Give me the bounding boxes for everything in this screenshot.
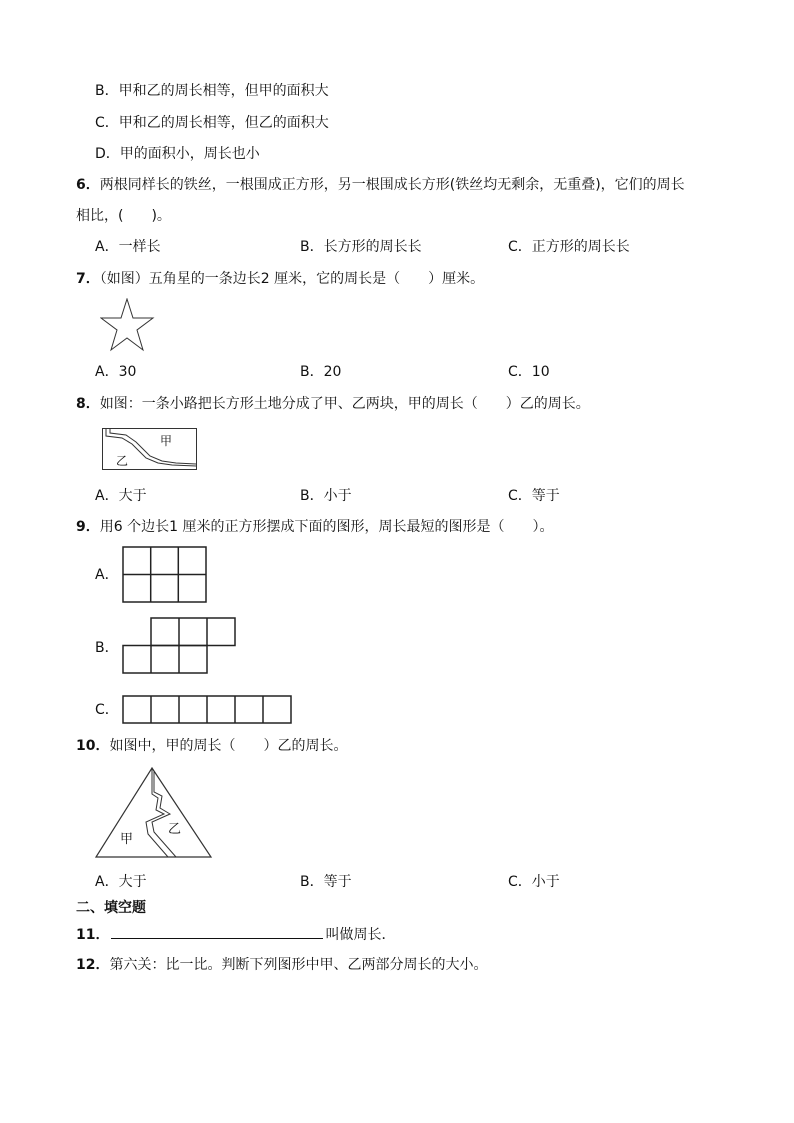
q8-stem: 8．如图：一条小路把长方形土地分成了甲、乙两块，甲的周长（ ）乙的周长。: [76, 396, 590, 412]
figure-label-jia: 甲: [120, 832, 134, 847]
q10-option-a: A．大于: [95, 874, 147, 890]
q6-stem-line2: 相比，( )。: [76, 208, 171, 224]
q6-option-b: B．长方形的周长长: [300, 239, 422, 255]
q7-number: 7．: [76, 271, 100, 287]
q6-option-c: C．正方形的周长长: [508, 239, 630, 255]
q8-option-b: B．小于: [300, 488, 352, 504]
grid-figure-a: [122, 546, 208, 604]
q9-option-a-label: A．: [95, 567, 119, 583]
q12-stem: 12．第六关：比一比。判断下列图形中甲、乙两部分周长的大小。: [76, 957, 488, 973]
q6-number: 6．: [76, 177, 100, 193]
q11-stem: 11． 叫做周长．: [76, 924, 395, 945]
section-title-fill-in: 二、填空题: [76, 900, 146, 916]
q5-option-d: D．甲的面积小，周长也小: [95, 146, 260, 162]
triangle-figure: [94, 766, 214, 860]
q9-option-c-label: C．: [95, 702, 119, 718]
q6-stem-line1: 6．两根同样长的铁丝，一根围成正方形，另一根围成长方形(铁丝均无剩余，无重叠)，它们的周长: [76, 177, 685, 193]
q8-option-c: C．等于: [508, 488, 560, 504]
q8-number: 8．: [76, 396, 100, 412]
grid-figure-b: [122, 617, 238, 675]
figure-label-jia: 甲: [160, 434, 173, 448]
q7-option-b: B．20: [300, 364, 342, 380]
star-figure: [100, 298, 156, 352]
q10-stem: 10．如图中，甲的周长（ ）乙的周长。: [76, 738, 348, 754]
q10-number: 10．: [76, 738, 110, 754]
q8-option-a: A．大于: [95, 488, 147, 504]
q7-option-c: C．10: [508, 364, 550, 380]
figure-label-yi: 乙: [116, 454, 129, 468]
q11-number: 11．: [76, 927, 110, 943]
q9-stem: 9．用6 个边长1 厘米的正方形摆成下面的图形，周长最短的图形是（ ）。: [76, 519, 554, 535]
q5-option-c: C．甲和乙的周长相等，但乙的面积大: [95, 115, 329, 131]
q7-stem: 7．（如图）五角星的一条边长2 厘米，它的周长是（ ）厘米。: [76, 271, 485, 287]
q10-option-b: B．等于: [300, 874, 352, 890]
grid-figure-c: [122, 695, 294, 725]
q6-option-a: A．一样长: [95, 239, 161, 255]
q5-option-b: B．甲和乙的周长相等，但甲的面积大: [95, 83, 329, 99]
q11-answer-blank[interactable]: [111, 924, 323, 939]
figure-label-yi: 乙: [168, 822, 182, 837]
q9-number: 9．: [76, 519, 100, 535]
q10-option-c: C．小于: [508, 874, 560, 890]
q7-option-a: A．30: [95, 364, 137, 380]
road-rectangle-figure: [102, 428, 198, 471]
q12-number: 12．: [76, 957, 110, 973]
q9-option-b-label: B．: [95, 640, 119, 656]
